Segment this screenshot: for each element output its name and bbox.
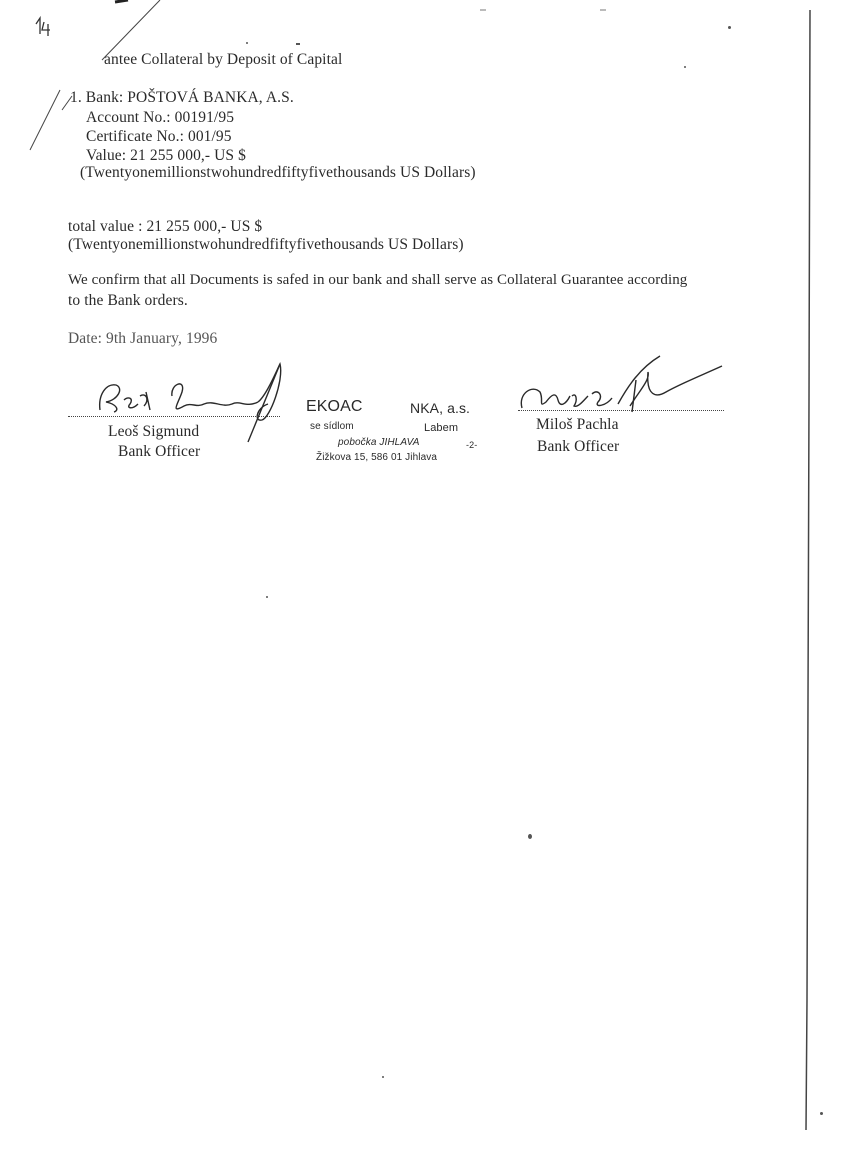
- stamp-line-3-right: -2-: [466, 440, 478, 450]
- stamp-line-2-left: se sídlom: [310, 421, 354, 432]
- bank-name-line: 1. Bank: POŠTOVÁ BANKA, A.S.: [70, 89, 294, 106]
- signatory-title: Bank Officer: [118, 443, 201, 460]
- stamp-line-1-right: NKA, a.s.: [410, 400, 471, 416]
- signatory-title: Bank Officer: [537, 438, 620, 455]
- stamp-line-3: pobočka JIHLAVA: [338, 437, 420, 448]
- top-scratch: [115, 0, 128, 2]
- stamp-line-1-left: EKOAC: [306, 398, 363, 415]
- signature-right: [521, 356, 722, 412]
- confirmation-line-2: to the Bank orders.: [68, 292, 188, 309]
- total-value-words: (Twentyonemillionstwohundredfiftyfivethousands US Dollars): [68, 236, 464, 253]
- speck: [728, 26, 731, 29]
- page-number-mark: [36, 16, 37, 17]
- page-number-handwriting: [36, 18, 50, 36]
- bank-value: Value: 21 255 000,- US $: [86, 147, 246, 164]
- speck: [382, 1076, 384, 1078]
- certificate-number: Certificate No.: 001/95: [86, 128, 232, 145]
- signature-line-left: [68, 416, 280, 417]
- total-value: total value : 21 255 000,- US $: [68, 218, 263, 235]
- account-number: Account No.: 00191/95: [86, 109, 235, 126]
- speck: [528, 834, 532, 839]
- document-heading: antee Collateral by Deposit of Capital: [104, 51, 343, 68]
- document-date: Date: 9th January, 1996: [68, 330, 218, 347]
- signature-line-right: [518, 410, 724, 411]
- pen-stroke-left: [30, 90, 60, 150]
- stamp-line-2-right: Labem: [424, 422, 459, 434]
- bank-value-words: (Twentyonemillionstwohundredfiftyfivethousands US Dollars): [80, 164, 476, 181]
- speck: [820, 1112, 823, 1115]
- signatory-name: Leoš Sigmund: [108, 423, 200, 440]
- page-edge-line: [806, 10, 810, 1130]
- stamp-line-4: Žižkova 15, 586 01 Jihlava: [316, 452, 438, 463]
- speck: [246, 42, 248, 44]
- speck: [684, 66, 686, 68]
- speck: [266, 596, 268, 598]
- signatory-name: Miloš Pachla: [536, 416, 619, 433]
- confirmation-line-1: We confirm that all Documents is safed in our bank and shall serve as Collateral Guarantee according: [68, 272, 688, 288]
